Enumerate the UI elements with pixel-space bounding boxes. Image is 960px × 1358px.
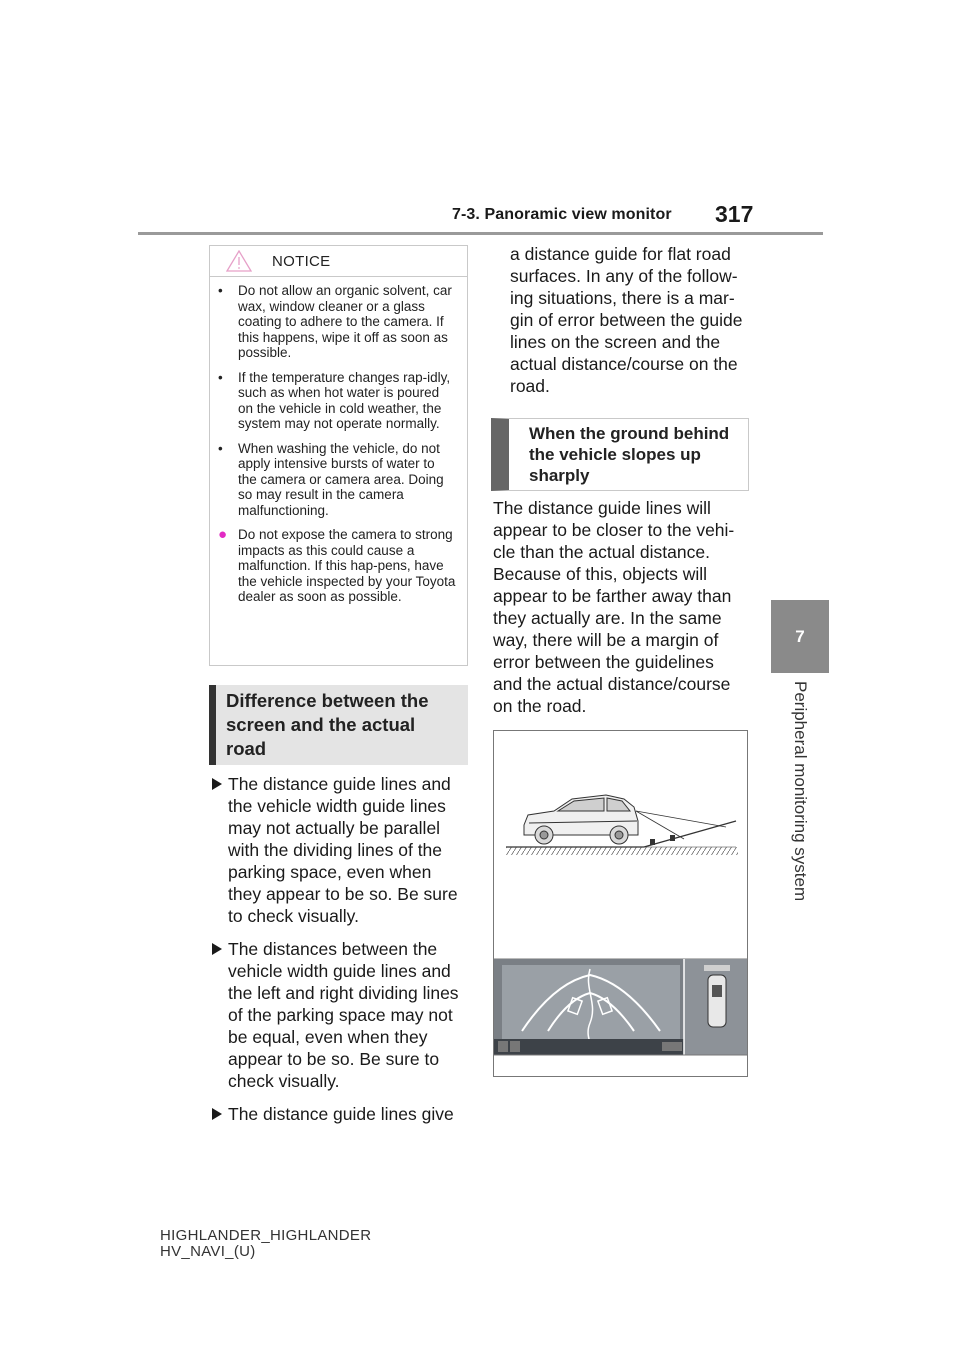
screen-button-icon xyxy=(662,1042,682,1051)
notice-header xyxy=(210,246,467,277)
slope-illustration xyxy=(493,730,748,1077)
notice-item xyxy=(218,527,457,605)
continuation-text: a distance guide for flat road surfaces. In any of the follow-ing situations, there is a mar-gin of error between the guide lines on the screen and the actual distance/course on the road. xyxy=(510,244,743,396)
notice-box xyxy=(209,245,468,666)
notice-item-text: Do not expose the camera to strong impacts as this could cause a malfunction. If this hap-pens, have the vehicle inspected by your Toyota dealer as soon as possible. xyxy=(238,527,456,604)
triangle-bullet-icon xyxy=(212,778,222,790)
top-down-car-window xyxy=(712,985,722,997)
screen-button-icon xyxy=(510,1041,520,1052)
footer-line-1: HIGHLANDER_HIGHLANDER xyxy=(160,1227,372,1244)
notice-item xyxy=(218,283,457,361)
list-item xyxy=(212,1103,466,1125)
list-item-text: The distances between the vehicle width guide lines and the left and right dividing lines of the parking space may not be equal, even when they appear to be so. Be sure to check visually. xyxy=(228,939,459,1091)
screen-button-icon xyxy=(498,1041,508,1052)
top-down-car-icon xyxy=(708,975,726,1027)
list-item xyxy=(212,773,466,927)
section-heading: Difference between the screen and the actual road xyxy=(209,685,468,765)
bullet-marker: • xyxy=(218,440,223,456)
distance-marker xyxy=(650,839,655,845)
notice-item xyxy=(218,441,457,519)
top-down-marker xyxy=(704,965,730,971)
body-text: The distance guide lines will appear to be closer to the vehi-cle than the actual distance. Because of this, objects will appear to be farther away than they actually are. In the same way, there will be a margin of error between the guidelines and the actual distance/course on the road. xyxy=(493,498,735,716)
screen-bottom-bar xyxy=(494,1039,684,1055)
list-item xyxy=(212,938,466,1092)
notice-label: NOTICE xyxy=(272,252,331,270)
notice-item-text: Do not allow an organic solvent, car wax, window cleaner or a glass coating to adhere to the camera. If this happens, wipe it off as soon as possible. xyxy=(238,283,452,360)
footer xyxy=(160,1228,371,1260)
notice-item xyxy=(218,370,457,432)
car-icon xyxy=(524,795,638,844)
distance-marker xyxy=(670,835,675,841)
bullet-marker: • xyxy=(218,369,223,385)
header-section-title: 7-3. Panoramic view monitor xyxy=(452,206,672,223)
subheading: When the ground behind the vehicle slopes up sharply xyxy=(491,418,749,491)
bullet-marker: • xyxy=(218,283,223,298)
page-number: 317 xyxy=(715,201,754,227)
slope-illustration-svg xyxy=(494,731,748,1077)
triangle-bullet-icon xyxy=(212,1108,222,1120)
header-rule xyxy=(138,232,823,235)
footer-line-2: HV_NAVI_(U) xyxy=(160,1243,256,1260)
rear-camera-road xyxy=(502,965,680,1051)
chapter-tab-number: 7 xyxy=(771,600,829,673)
warning-icon xyxy=(226,250,252,272)
dot-marker: ● xyxy=(218,526,228,543)
notice-body xyxy=(210,277,467,605)
chapter-side-title-wrap xyxy=(771,681,829,931)
bullet-list xyxy=(212,773,466,1136)
notice-item-text: When washing the vehicle, do not apply intensive bursts of water to the camera or camera area. Doing so may result in the camera malfunctioning. xyxy=(238,440,444,518)
ground-hatch xyxy=(506,847,738,855)
chapter-side-title: Peripheral monitoring system xyxy=(791,681,810,902)
list-item-text: The distance guide lines and the vehicle width guide lines may not actually be parallel with the dividing lines of the parking space, even when they appear to be so. Be sure to check visually. xyxy=(228,774,458,926)
slope-line xyxy=(644,821,736,847)
triangle-bullet-icon xyxy=(212,943,222,955)
notice-item-text: If the temperature changes rap-idly, such as when hot water is poured on the vehicle in cold weather, the system may not operate normally. xyxy=(238,369,451,431)
list-item-text: The distance guide lines give xyxy=(228,1104,454,1124)
